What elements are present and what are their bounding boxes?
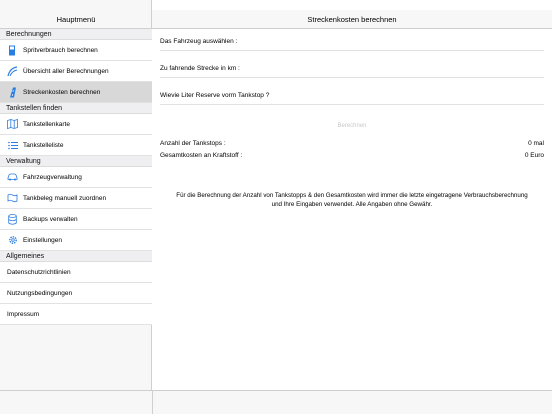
reserve-input-field[interactable] [160,86,544,105]
sidebar-item-spritverbrauch[interactable] [0,40,152,61]
distance-input-field[interactable] [160,59,544,78]
sidebar-item-tankstellenkarte[interactable] [0,114,152,135]
road-icon [7,87,18,98]
sidebar-item-einstellungen[interactable] [0,230,152,251]
disclaimer-note: Für die Berechnung der Anzahl von Tankstopps & den Gesamtkosten wird immer die letzte eingetragene Verbrauchsberechnung und Ihre Eingaben verwendet. Alle Angaben ohne Gewähr. [176,192,528,208]
section-allgemeines: Allgemeines [0,251,152,262]
page-title: Streckenkosten berechnen [152,10,552,29]
sidebar-item-label: Datenschutzrichtlinien [7,268,71,276]
section-tankstellen: Tankstellen finden [0,103,152,114]
section-berechnungen: Berechnungen [0,29,152,40]
gear-icon [7,235,18,246]
sidebar-item-label: Fahrzeugverwaltung [23,173,82,181]
sidebar-item-datenschutz[interactable] [0,262,152,283]
sidebar-item-streckenkosten[interactable] [0,82,152,103]
car-icon [7,172,18,183]
sidebar-item-uebersicht[interactable] [0,61,152,82]
sidebar-item-label: Streckenkosten berechnen [23,88,101,96]
sidebar-item-tankstelleliste[interactable] [0,135,152,156]
result-value: 0 Euro [524,152,544,159]
sidebar-item-label: Backups verwalten [23,215,78,223]
reserve-input-label: Wievie Liter Reserve vorm Tankstop ? [160,91,270,99]
map-icon [7,119,18,130]
sidebar-item-label: Impressum [7,310,40,318]
vehicle-select-field[interactable] [160,32,544,51]
sidebar-item-label: Spritverbrauch berechnen [23,46,98,54]
result-label: Anzahl der Tankstops : [160,140,226,147]
bottom-toolbar [0,390,552,414]
sidebar-menu [0,29,152,325]
sidebar-item-label: Tankstelleliste [23,141,64,149]
sidebar-item-impressum[interactable] [0,304,152,325]
result-tankstops [160,140,544,147]
vehicle-select-label: Das Fahrzeug auswählen : [160,37,238,45]
sidebar-item-fahrzeugverwaltung[interactable] [0,167,152,188]
database-icon [7,214,18,225]
sidebar-item-label: Übersicht aller Berechnungen [23,67,109,75]
list-icon [7,140,18,151]
result-label: Gesamtkosten an Kraftstoff : [160,152,243,159]
toolbar-divider [152,391,153,414]
sidebar-item-nutzungsbedingungen[interactable] [0,283,152,304]
result-gesamtkosten [160,152,544,159]
section-verwaltung: Verwaltung [0,156,152,167]
sidebar-item-backups[interactable] [0,209,152,230]
fuel-pump-icon [7,45,18,56]
result-value: 0 mal [528,140,544,147]
calculate-button[interactable]: Berechnen [337,123,367,129]
sidebar [0,0,152,414]
main-content [152,0,552,414]
receipt-icon [7,193,18,204]
sidebar-item-label: Einstellungen [23,236,63,244]
sidebar-item-label: Tankstellenkarte [23,120,70,128]
sidebar-item-label: Nutzungsbedingungen [7,289,73,297]
distance-input-label: Zu fahrende Strecke in km : [160,64,240,72]
sidebar-item-tankbeleg[interactable] [0,188,152,209]
sidebar-item-label: Tankbeleg manuell zuordnen [23,194,107,202]
sidebar-title: Hauptmenü [0,10,152,29]
chart-curve-icon [7,66,18,77]
